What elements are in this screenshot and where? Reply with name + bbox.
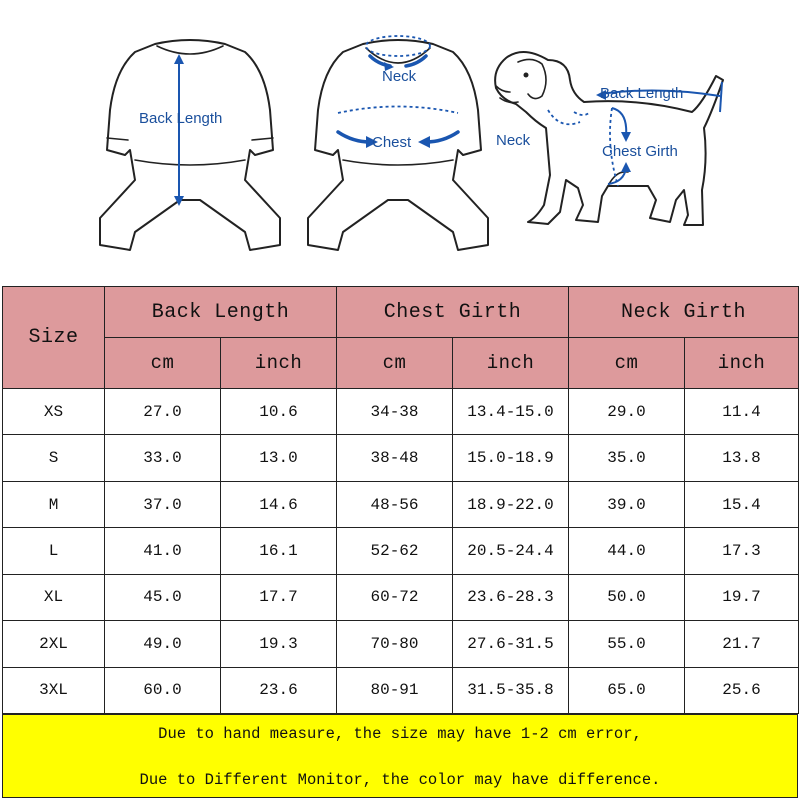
table-cell: 25.6 <box>685 667 799 713</box>
measurement-note <box>2 714 798 798</box>
back-length-header: Back Length <box>105 287 337 338</box>
size-cell: L <box>3 528 105 574</box>
dog-neck-label: Neck <box>496 132 531 149</box>
table-cell: 41.0 <box>105 528 221 574</box>
table-cell: 65.0 <box>569 667 685 713</box>
table-row <box>3 435 799 481</box>
back-length-label: Back Length <box>139 110 223 127</box>
size-header: Size <box>3 287 105 389</box>
dog-back-length-label: Back Length <box>600 85 684 102</box>
size-cell: 3XL <box>3 667 105 713</box>
table-cell: 21.7 <box>685 621 799 667</box>
dog-chest-girth-label: Chest Girth <box>602 143 678 160</box>
size-cell: XL <box>3 574 105 620</box>
table-cell: 48-56 <box>337 481 453 527</box>
table-cell: 33.0 <box>105 435 221 481</box>
note-line-1: Due to hand measure, the size may have 1-2 cm error, <box>158 725 642 743</box>
table-cell: 20.5-24.4 <box>453 528 569 574</box>
table-cell: 49.0 <box>105 621 221 667</box>
unit-header: cm <box>337 338 453 389</box>
dog-drawing <box>488 0 738 260</box>
unit-header: inch <box>453 338 569 389</box>
garment-back-drawing <box>95 0 285 260</box>
table-cell: 15.0-18.9 <box>453 435 569 481</box>
table-cell: 52-62 <box>337 528 453 574</box>
table-cell: 17.7 <box>221 574 337 620</box>
table-cell: 39.0 <box>569 481 685 527</box>
table-cell: 18.9-22.0 <box>453 481 569 527</box>
size-chart-table <box>2 286 799 714</box>
table-cell: 45.0 <box>105 574 221 620</box>
table-cell: 10.6 <box>221 389 337 435</box>
neck-label: Neck <box>382 68 417 85</box>
table-cell: 11.4 <box>685 389 799 435</box>
table-cell: 15.4 <box>685 481 799 527</box>
table-cell: 60.0 <box>105 667 221 713</box>
table-cell: 38-48 <box>337 435 453 481</box>
table-row <box>3 528 799 574</box>
table-cell: 27.0 <box>105 389 221 435</box>
table-cell: 14.6 <box>221 481 337 527</box>
chest-girth-header: Chest Girth <box>337 287 569 338</box>
table-row <box>3 481 799 527</box>
size-rows <box>3 389 799 714</box>
size-cell: S <box>3 435 105 481</box>
table-cell: 44.0 <box>569 528 685 574</box>
unit-header: cm <box>569 338 685 389</box>
table-cell: 13.8 <box>685 435 799 481</box>
table-cell: 31.5-35.8 <box>453 667 569 713</box>
table-row <box>3 621 799 667</box>
table-cell: 17.3 <box>685 528 799 574</box>
table-cell: 60-72 <box>337 574 453 620</box>
unit-header: inch <box>685 338 799 389</box>
garment-front-drawing <box>298 0 498 260</box>
table-cell: 23.6-28.3 <box>453 574 569 620</box>
table-cell: 13.4-15.0 <box>453 389 569 435</box>
size-cell: 2XL <box>3 621 105 667</box>
table-cell: 37.0 <box>105 481 221 527</box>
table-row <box>3 389 799 435</box>
table-cell: 29.0 <box>569 389 685 435</box>
unit-header: inch <box>221 338 337 389</box>
measurement-illustration <box>0 0 800 282</box>
table-cell: 80-91 <box>337 667 453 713</box>
note-line-2: Due to Different Monitor, the color may have difference. <box>139 771 661 789</box>
neck-girth-header: Neck Girth <box>569 287 799 338</box>
table-row <box>3 667 799 713</box>
table-cell: 19.7 <box>685 574 799 620</box>
table-cell: 70-80 <box>337 621 453 667</box>
table-cell: 13.0 <box>221 435 337 481</box>
table-cell: 50.0 <box>569 574 685 620</box>
table-cell: 34-38 <box>337 389 453 435</box>
table-cell: 35.0 <box>569 435 685 481</box>
table-cell: 55.0 <box>569 621 685 667</box>
table-cell: 16.1 <box>221 528 337 574</box>
size-cell: M <box>3 481 105 527</box>
table-cell: 27.6-31.5 <box>453 621 569 667</box>
unit-header: cm <box>105 338 221 389</box>
size-cell: XS <box>3 389 105 435</box>
table-cell: 23.6 <box>221 667 337 713</box>
table-cell: 19.3 <box>221 621 337 667</box>
chest-label: Chest <box>372 134 412 151</box>
table-row <box>3 574 799 620</box>
